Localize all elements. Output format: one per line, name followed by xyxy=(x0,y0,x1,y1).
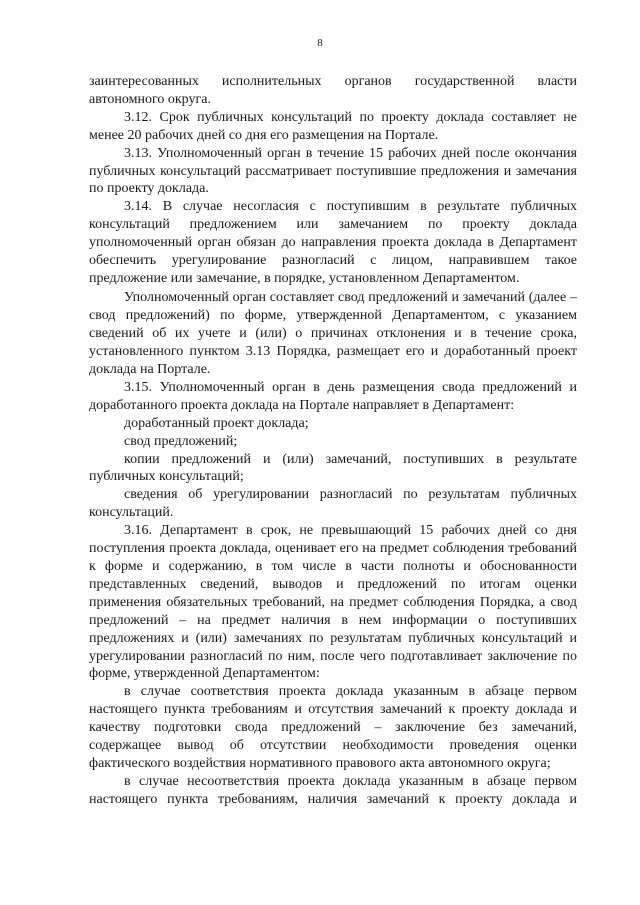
paragraph-compliance-case: в случае соответствия проекта доклада указанным в абзаце первом настоящего пункта требованиям и отсутствия замечаний к проекту доклада и качеству подготовки свода предложений – заключение без замечаний, содержащее вывод об отсутствии необходимости проведения оценки фактического воздействия нормативного правового акта автономного округа; xyxy=(89,684,577,771)
document-body xyxy=(89,73,577,809)
list-item-revised-draft: доработанный проект доклада; xyxy=(124,415,309,431)
paragraph-3-16: 3.16. Департамент в срок, не превышающий 15 рабочих дней со дня поступления проекта доклада, оценивает его на предмет соблюдения требований к форме и содержанию, в том числе в части полноты и обоснованности представленных сведений, выводов и предложений по итогам оценки применения обязательных требований, на предмет соблюдения Порядка, а свод предложений – на предмет наличия в нем информации о поступивших предложениях и (или) замечаниях по результатам публичных консультаций и урегулировании разногласий по ним, после чего подготавливает заключение по форме, утвержденной Департаментом: xyxy=(89,523,577,682)
paragraph-3-12: 3.12. Срок публичных консультаций по проекту доклада составляет не менее 20 рабочих дней со дня его размещения на Портале. xyxy=(89,109,577,143)
page-number: 8 xyxy=(317,37,323,49)
list-item-copies: копии предложений и (или) замечаний, поступивших в результате публичных консультаций; xyxy=(89,451,577,485)
paragraph-3-14: 3.14. В случае несогласия с поступившим в результате публичных консультаций предложением или замечанием по проекту доклада уполномоченный орган обязан до направления проекта доклада в Департамент обеспечить урегулирование разногласий с лицом, направившем такое предложение или замечание, в порядке, установленном Департаментом. xyxy=(89,199,577,286)
paragraph-continuation: заинтересованных исполнительных органов государственной власти автономного округа. xyxy=(89,74,577,107)
paragraph-summary-of-proposals: Уполномоченный орган составляет свод предложений и замечаний (далее – свод предложений) по форме, утвержденной Департаментом, с указанием сведений об их учете и (или) о причинах отклонения и в течение срока, установленного пунктом 3.13 Порядка, размещает его и доработанный проект доклада на Портале. xyxy=(89,290,577,377)
paragraph-noncompliance-case: в случае несоответствия проекта доклада указанным в абзаце первом настоящего пункта требованиям, наличия замечаний к проекту доклада и xyxy=(89,773,577,807)
paragraph-3-15: 3.15. Уполномоченный орган в день размещения свода предложений и доработанного проекта доклада на Портале направляет в Департамент: xyxy=(89,379,577,413)
list-item-summary: свод предложений; xyxy=(124,433,238,449)
list-item-disagreements: сведения об урегулировании разногласий по результатам публичных консультаций. xyxy=(89,487,577,521)
paragraph-3-13: 3.13. Уполномоченный орган в течение 15 рабочих дней после окончания публичных консультаций рассматривает поступившие предложения и замечания по проекту доклада. xyxy=(89,145,577,197)
